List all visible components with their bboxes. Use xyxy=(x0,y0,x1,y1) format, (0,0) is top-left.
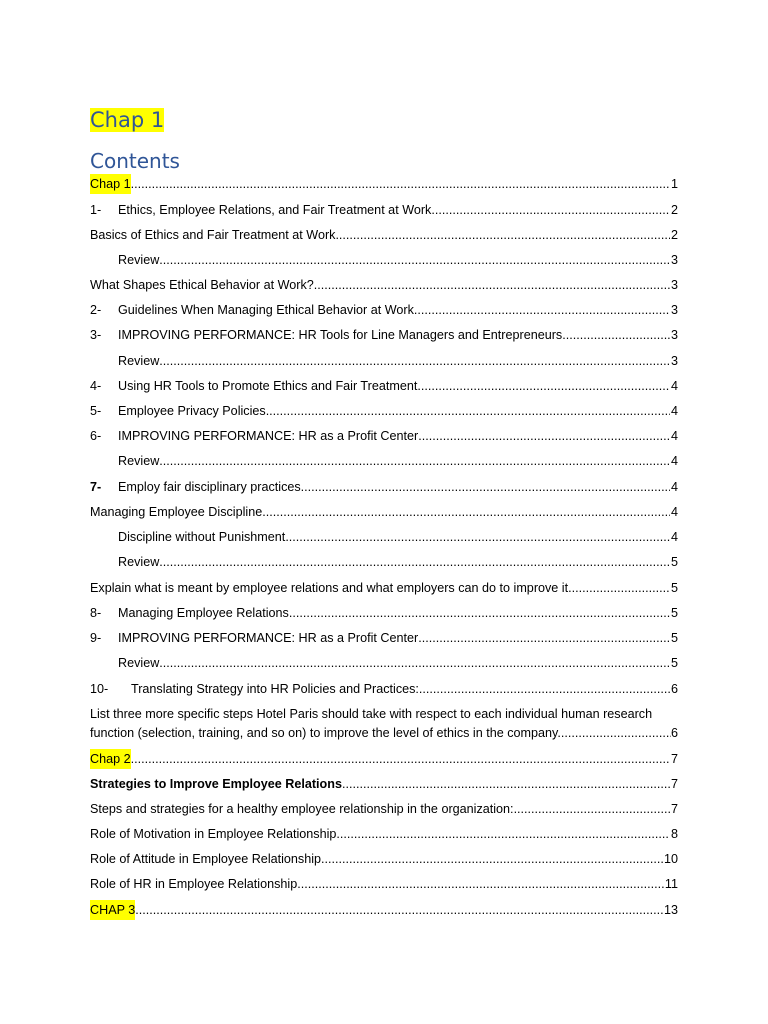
toc-entry[interactable] xyxy=(90,603,678,623)
toc-entry[interactable] xyxy=(90,824,678,844)
toc-leader-dots xyxy=(414,300,670,320)
toc-page-number: 5 xyxy=(670,656,678,670)
toc-entry-text: Role of Attitude in Employee Relationship xyxy=(90,852,322,866)
toc-leader-dots xyxy=(159,552,670,572)
toc-leader-dots xyxy=(289,603,670,623)
toc-entry[interactable] xyxy=(90,653,678,673)
toc-entry-text: IMPROVING PERFORMANCE: HR Tools for Line Managers and Entrepreneurs xyxy=(118,328,563,342)
toc-entry-text: Ethics, Employee Relations, and Fair Treatment at Work xyxy=(118,203,432,217)
toc-entry-text: Steps and strategies for a healthy employee relationship in the organization: xyxy=(90,802,514,816)
toc-leader-dots xyxy=(431,200,670,220)
toc-page-number: 4 xyxy=(670,429,678,443)
toc-entry-text: Role of Motivation in Employee Relationship xyxy=(90,827,337,841)
toc-leader-dots xyxy=(417,376,670,396)
toc-leader-dots xyxy=(314,275,670,295)
toc-entry-text: Managing Employee Relations xyxy=(118,606,289,620)
toc-leader-dots xyxy=(418,426,670,446)
toc-entry[interactable] xyxy=(90,250,678,270)
toc-page-number: 8 xyxy=(670,827,678,841)
toc-entry-text: Review xyxy=(118,555,160,569)
toc-entry-text: IMPROVING PERFORMANCE: HR as a Profit Center xyxy=(118,429,419,443)
toc-entry-number: 8- xyxy=(90,606,102,620)
toc-leader-dots xyxy=(562,325,670,345)
toc-entry[interactable] xyxy=(90,749,678,769)
toc-entry-text: CHAP 3 xyxy=(90,900,135,920)
toc-entry[interactable] xyxy=(90,200,678,220)
toc-entry-text: Role of HR in Employee Relationship xyxy=(90,877,298,891)
toc-page-number: 6 xyxy=(670,726,678,740)
toc-leader-dots xyxy=(342,774,670,794)
toc-page-number: 11 xyxy=(664,877,678,891)
toc-page-number: 1 xyxy=(670,177,678,191)
toc-entry-text: Discipline without Punishment xyxy=(118,530,286,544)
toc-leader-dots xyxy=(568,578,670,598)
toc-entry[interactable] xyxy=(90,275,678,295)
toc-entry[interactable] xyxy=(90,552,678,572)
toc-page-number: 2 xyxy=(670,203,678,217)
toc-entry[interactable] xyxy=(90,502,678,522)
toc-entry-text: Review xyxy=(118,253,160,267)
toc-page-number: 3 xyxy=(670,303,678,317)
toc-page-number: 4 xyxy=(670,505,678,519)
toc-leader-dots xyxy=(297,874,664,894)
toc-page-number: 7 xyxy=(670,777,678,791)
toc-entry[interactable] xyxy=(90,351,678,371)
toc-entry-text: What Shapes Ethical Behavior at Work? xyxy=(90,278,314,292)
toc-page-number: 3 xyxy=(670,354,678,368)
toc-entry[interactable] xyxy=(90,705,678,743)
toc-page-number: 2 xyxy=(670,228,678,242)
toc-entry-text: Strategies to Improve Employee Relations xyxy=(90,777,342,791)
toc-entry-text: Using HR Tools to Promote Ethics and Fair Treatment xyxy=(118,379,418,393)
toc-entry-number: 1- xyxy=(90,203,102,217)
toc-entry[interactable] xyxy=(90,679,678,699)
toc-leader-dots xyxy=(336,824,670,844)
toc-leader-dots xyxy=(159,351,670,371)
toc-entry[interactable] xyxy=(90,451,678,471)
contents-heading: Contents xyxy=(90,149,180,173)
toc-entry-number: 10- xyxy=(90,682,109,696)
toc-entry-number: 9- xyxy=(90,631,102,645)
toc-entry-text: Guidelines When Managing Ethical Behavior at Work xyxy=(118,303,414,317)
toc-page-number: 4 xyxy=(670,454,678,468)
toc-leader-dots xyxy=(285,527,670,547)
toc-page-number: 4 xyxy=(670,379,678,393)
toc-entry[interactable] xyxy=(90,426,678,446)
toc-leader-dots xyxy=(131,749,670,769)
toc-entry-text: Review xyxy=(118,656,160,670)
toc-entry-text: Explain what is meant by employee relations and what employers can do to improve it xyxy=(90,581,569,595)
toc-leader-dots xyxy=(514,799,670,819)
toc-page-number: 7 xyxy=(670,802,678,816)
toc-entry-number: 7- xyxy=(90,480,102,494)
chapter-heading xyxy=(90,106,164,134)
toc-page-number: 10 xyxy=(663,852,678,866)
toc-leader-dots xyxy=(419,679,670,699)
toc-page-number: 7 xyxy=(670,752,678,766)
toc-leader-dots xyxy=(159,451,670,471)
toc-page-number: 13 xyxy=(663,903,678,917)
toc-leader-dots xyxy=(561,724,671,743)
toc-entry[interactable] xyxy=(90,578,678,598)
chapter-heading-text: Chap 1 xyxy=(90,108,165,132)
toc-page-number: 6 xyxy=(670,682,678,696)
toc-entry[interactable] xyxy=(90,900,678,920)
toc-entry[interactable] xyxy=(90,300,678,320)
toc-entry-number: 5- xyxy=(90,404,102,418)
toc-leader-dots xyxy=(335,225,670,245)
toc-entry-number: 3- xyxy=(90,328,102,342)
toc-entry-text: Basics of Ethics and Fair Treatment at Work xyxy=(90,228,336,242)
toc-entry-text: Managing Employee Discipline xyxy=(90,505,263,519)
toc-entry[interactable] xyxy=(90,527,678,547)
toc-entry[interactable] xyxy=(90,628,678,648)
toc-entry-text: Employee Privacy Policies xyxy=(118,404,266,418)
toc-leader-dots xyxy=(135,900,663,920)
toc-entry[interactable] xyxy=(90,849,678,869)
toc-leader-dots xyxy=(159,653,670,673)
toc-entry-text-line2: function (selection, training, and so on) to improve the level of ethics in the company. xyxy=(90,726,561,740)
toc-entry-text: IMPROVING PERFORMANCE: HR as a Profit Center xyxy=(118,631,419,645)
toc-entry-text-line1: List three more specific steps Hotel Paris should take with respect to each individual human research xyxy=(90,707,653,721)
toc-entry-number: 2- xyxy=(90,303,102,317)
toc-entry[interactable] xyxy=(90,799,678,819)
toc-leader-dots xyxy=(301,477,670,497)
toc-entry-text: Translating Strategy into HR Policies and Practices: xyxy=(131,682,419,696)
toc-page-number: 4 xyxy=(670,480,678,494)
toc-entry-text: Employ fair disciplinary practices xyxy=(118,480,301,494)
toc-page-number: 4 xyxy=(670,530,678,544)
toc-entry[interactable] xyxy=(90,325,678,345)
toc-page-number: 5 xyxy=(670,555,678,569)
toc-entry-text: Review xyxy=(118,354,160,368)
toc-entry-text: Review xyxy=(118,454,160,468)
toc-page-number: 3 xyxy=(670,328,678,342)
toc-entry-number: 4- xyxy=(90,379,102,393)
toc-entry[interactable] xyxy=(90,174,678,194)
toc-entry[interactable] xyxy=(90,225,678,245)
toc-entry-text: Chap 2 xyxy=(90,749,131,769)
toc-entry[interactable] xyxy=(90,401,678,421)
toc-leader-dots xyxy=(321,849,663,869)
toc-entry-number: 6- xyxy=(90,429,102,443)
toc-page-number: 5 xyxy=(670,631,678,645)
toc-leader-dots xyxy=(262,502,670,522)
toc-entry-text: Chap 1 xyxy=(90,174,131,194)
toc-page-number: 4 xyxy=(670,404,678,418)
toc-leader-dots xyxy=(131,174,670,194)
toc-page-number: 5 xyxy=(670,606,678,620)
toc-page-number: 5 xyxy=(670,581,678,595)
toc-entry[interactable] xyxy=(90,874,678,894)
toc-entry[interactable] xyxy=(90,477,678,497)
toc-entry[interactable] xyxy=(90,774,678,794)
toc-page-number: 3 xyxy=(670,278,678,292)
toc-entry[interactable] xyxy=(90,376,678,396)
toc-leader-dots xyxy=(159,250,670,270)
toc-leader-dots xyxy=(266,401,670,421)
toc-leader-dots xyxy=(418,628,670,648)
toc-page-number: 3 xyxy=(670,253,678,267)
